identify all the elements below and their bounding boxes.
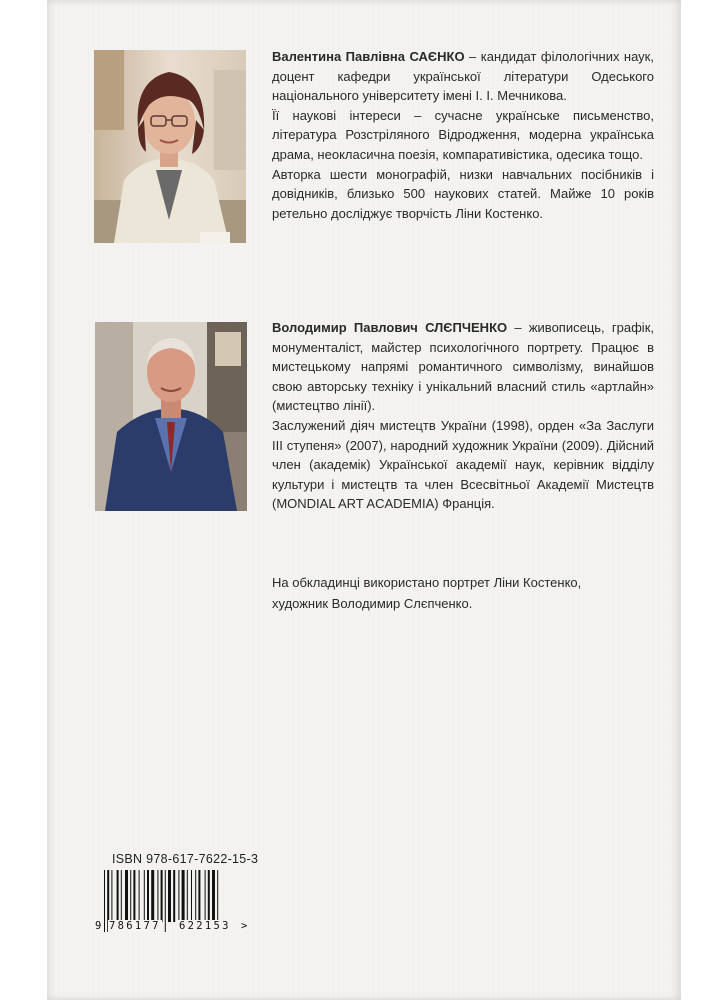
- author1-bio: [272, 47, 654, 223]
- cover-note-line1: На обкладинці використано портрет Ліни Костенко,: [272, 575, 582, 590]
- barcode-bar: [182, 870, 185, 922]
- barcode-bar: [208, 870, 210, 922]
- barcode-bar: [198, 870, 200, 922]
- isbn-label: ISBN 978-617-7622-15-3: [112, 852, 259, 866]
- barcode-bar: [111, 870, 112, 922]
- barcode-bar: [195, 870, 196, 922]
- barcode-digits-group1: 786177: [109, 920, 161, 932]
- barcode-bar: [168, 870, 171, 922]
- author-photo-slepchenko: [95, 322, 247, 511]
- barcode-bar: [178, 870, 179, 922]
- barcode-bar: [144, 870, 145, 922]
- barcode-bar: [130, 870, 131, 922]
- author2-name: Володимир Павлович СЛЄПЧЕНКО: [272, 320, 508, 335]
- cover-note: [272, 572, 672, 614]
- author2-bio: [272, 318, 654, 514]
- barcode-digit-end: >: [241, 920, 248, 932]
- barcode-bar: [139, 870, 140, 922]
- barcode-bar: [173, 870, 175, 922]
- barcode-bar: [133, 870, 135, 922]
- barcode-digit-first: 9: [95, 920, 102, 932]
- cover-note-line2: художник Володимир Слєпченко.: [272, 596, 473, 611]
- barcode-bar: [205, 870, 206, 922]
- barcode-digits-group2: 622153: [179, 920, 231, 932]
- barcode-bar: [157, 870, 158, 922]
- barcode-bar: [165, 870, 166, 932]
- author1-intro: – кандидат філологічних наук, доцент кафедри української літератури Одеського національного університету імені І. І. Мечникова.: [272, 49, 654, 104]
- barcode-bar: [191, 870, 192, 922]
- barcode-bar: [125, 870, 128, 922]
- author2-intro: – живописець, графік, монументаліст, майстер психологічного портрету. Працює в мистецькому напрямі романтичного символізму, винайшов свою авторську техніку і унікальний власний стиль «артлайн» (мистецтво лінії).: [272, 320, 654, 414]
- author1-works: Авторка шести монографій, низки навчальних посібників і довідників, близько 500 наукових статей. Майже 10 років ретельно досліджує творчість Ліни Костенко.: [272, 166, 654, 221]
- barcode-bar: [104, 870, 105, 932]
- author-photo-saienko: [94, 50, 246, 243]
- author1-name: Валентина Павлівна САЄНКО: [272, 49, 465, 64]
- barcode-bar: [161, 870, 163, 922]
- author2-awards: Заслужений діяч мистецтв України (1998), орден «За Заслуги ІІІ ступеня» (2007), народний художник України (2009). Дійсний член (академік) Української академії наук, керівник відділу культури і мистецтв та член Всесвітньої Академії Мистецтв (MONDIAL ART ACADEMIA) Франція.: [272, 417, 654, 512]
- barcode-bar: [147, 870, 149, 922]
- barcode-bar: [121, 870, 122, 922]
- barcode-bar: [117, 870, 119, 922]
- barcode-bar: [187, 870, 188, 922]
- barcode-bar: [151, 870, 154, 922]
- author1-interests: Її наукові інтереси – сучасне українське письменство, література Розстріляного Відродження, модерна українська драма, неокласична поезія, компаративістика, одесика тощо.: [272, 107, 654, 162]
